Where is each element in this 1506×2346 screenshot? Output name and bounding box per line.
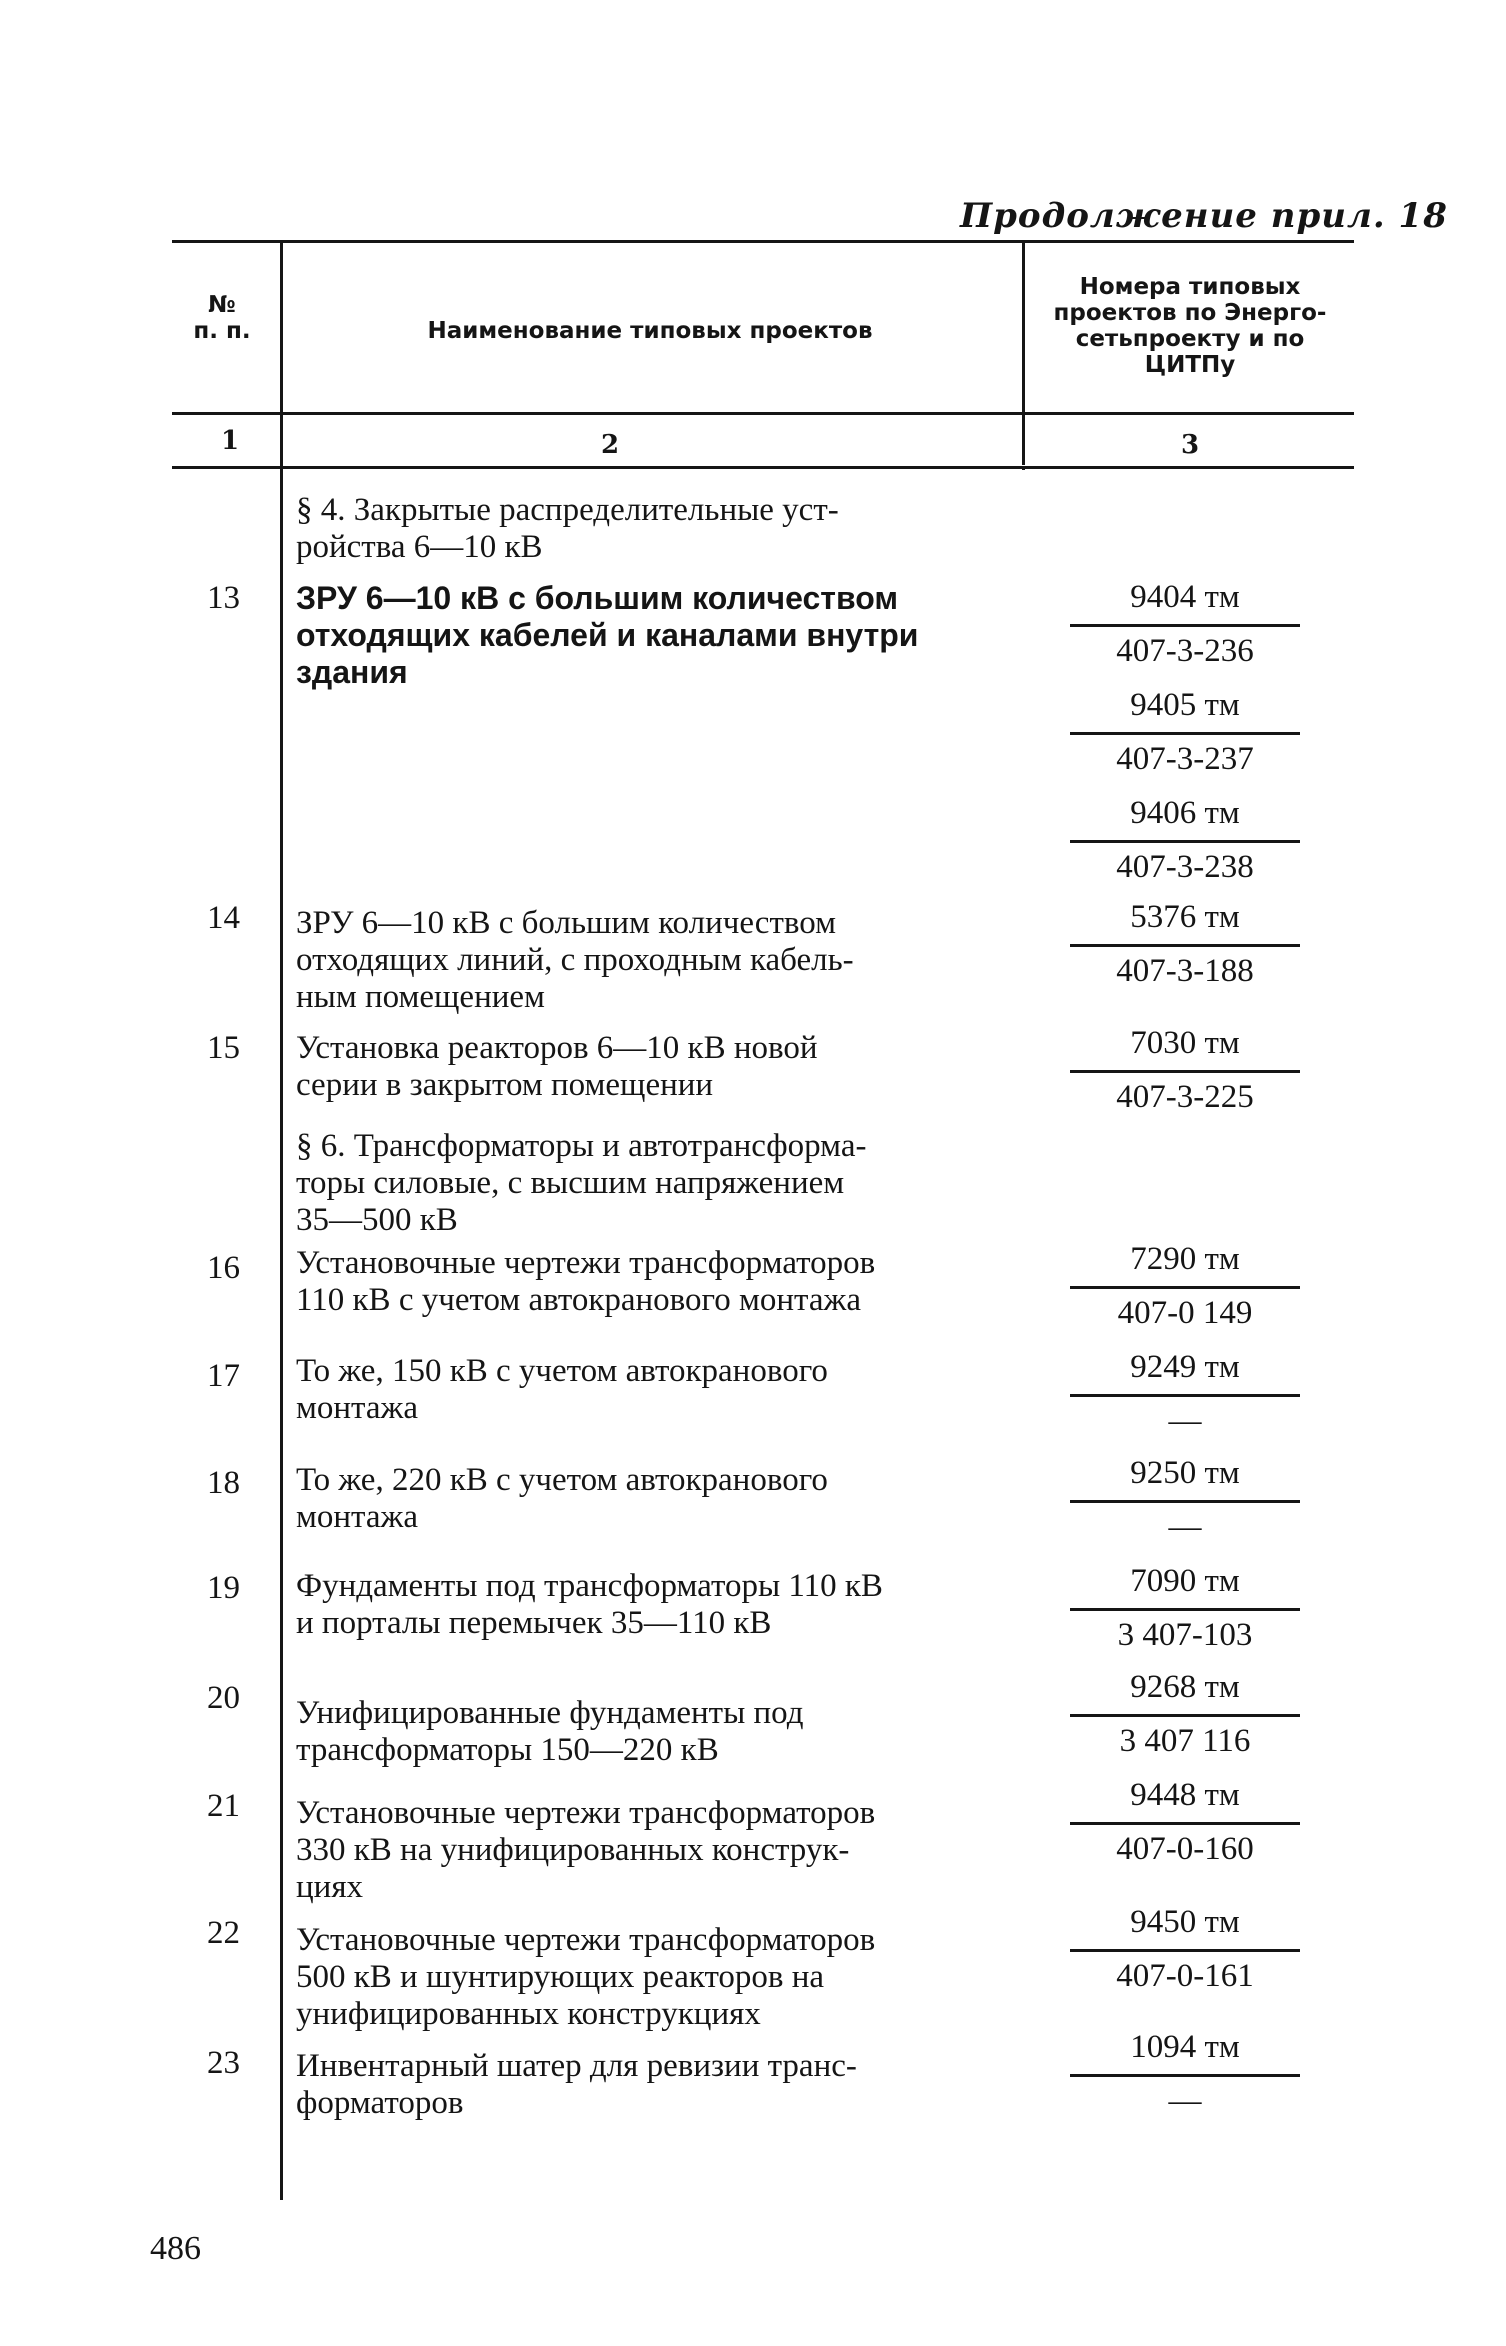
row-name-line: ным помещением [296,979,545,1015]
row-name [296,1795,996,1906]
column-divider-2 [1022,240,1025,465]
row-name-line: серии в закрытом помещении [296,1067,714,1103]
row-name [296,2048,996,2122]
row-name-line: здания [296,654,408,690]
column-divider-1 [280,240,283,2200]
header-col1-line: № [208,292,236,318]
colnum-2: 2 [600,430,620,460]
project-code-denominator: 407-3-188 [1116,953,1254,989]
header-col2: Наименование типовых проектов [427,318,873,344]
row-number: 15 [207,1030,240,1066]
header-col3-line: проектов по Энерго- [1053,300,1327,326]
row-number: 22 [207,1915,240,1951]
row-number: 18 [207,1465,240,1501]
header-col1-line: п. п. [193,318,251,344]
header-bottom-rule [172,412,1354,415]
row-number: 16 [207,1250,240,1286]
header-col3-line: ЦИТПу [1144,352,1236,378]
project-code-numerator: 9405 тм [1070,678,1300,735]
page-number: 486 [150,2230,201,2267]
row-name-line: трансформаторы 150—220 кВ [296,1732,719,1768]
row-name-line: Установка реакторов 6—10 кВ новой [296,1030,818,1066]
project-code-numerator: 1094 тм [1070,2020,1300,2077]
column-divider-2-lower [1022,466,1025,470]
header-col3-line: Номера типовых [1079,274,1301,300]
row-number: 17 [207,1358,240,1394]
row-number: 20 [207,1680,240,1716]
row-name-line: 500 кВ и шунтирующих реакторов на [296,1959,825,1995]
row-name-line: ЗРУ 6—10 кВ с большим количеством [296,905,836,941]
row-name-line: и порталы перемычек 35—110 кВ [296,1605,772,1641]
row-number: 14 [207,900,240,936]
row-name [296,1353,996,1427]
project-code-denominator: 407-0-161 [1116,1958,1254,1994]
project-code-denominator: 3 407 116 [1119,1723,1251,1759]
row-name-line: унифицированных конструкциях [296,1996,761,2032]
project-code-numerator: 9268 тм [1070,1660,1300,1717]
section-heading [296,492,1002,566]
project-code-denominator: 407-0 149 [1117,1295,1253,1331]
project-code-denominator: 407-3-225 [1116,1079,1254,1115]
row-name-line: ЗРУ 6—10 кВ с большим количеством [296,580,898,616]
row-name-line: Унифицированные фундаменты под [296,1695,804,1731]
row-name-line: монтажа [296,1390,418,1426]
project-code-denominator: — [1168,2083,1202,2119]
project-code-numerator: 5376 тм [1070,890,1300,947]
header-col1 [172,292,272,344]
row-name-line: То же, 150 кВ с учетом автокранового [296,1353,828,1389]
row-name-line: монтажа [296,1499,418,1535]
row-name [296,1030,996,1104]
project-code-numerator: 7030 тм [1070,1016,1300,1073]
row-name-line: отходящих линий, с проходным кабель- [296,942,854,978]
row-number: 13 [207,580,240,616]
colnum-bottom-rule [172,466,1354,469]
row-name [296,1695,996,1769]
project-code-numerator: 7090 тм [1070,1554,1300,1611]
row-name [296,1462,996,1536]
section-line: § 6. Трансформаторы и автотрансформа- [296,1128,867,1164]
table-top-rule [172,240,1354,243]
project-code-denominator: 407-3-238 [1116,849,1254,885]
project-code-numerator: 9404 тм [1070,570,1300,627]
colnum-1: 1 [220,426,240,456]
row-name [296,1245,996,1319]
header-col3 [1030,274,1350,378]
project-code-denominator: 3 407-103 [1117,1617,1253,1653]
section-line: 35—500 кВ [296,1202,458,1238]
row-name-line: форматоров [296,2085,464,2121]
row-name [296,1922,996,2033]
row-name-line: циях [296,1869,363,1905]
row-name-line: То же, 220 кВ с учетом автокранового [296,1462,828,1498]
row-number: 23 [207,2045,240,2081]
row-name [296,580,1002,691]
section-line: торы силовые, с высшим напряжением [296,1165,845,1201]
row-name [296,905,996,1016]
row-name-line: 330 кВ на унифицированных конструк- [296,1832,850,1868]
row-name [296,1568,996,1642]
project-code-numerator: 7290 тм [1070,1232,1300,1289]
row-name-line: Установочные чертежи трансформаторов [296,1922,876,1958]
row-name-line: Фундаменты под трансформаторы 110 кВ [296,1568,883,1604]
project-code-numerator: 9250 тм [1070,1446,1300,1503]
section-line: ройства 6—10 кВ [296,529,543,565]
project-code-denominator: 407-3-237 [1116,741,1254,777]
project-code-numerator: 9406 тм [1070,786,1300,843]
row-number: 19 [207,1570,240,1606]
section-heading [296,1128,996,1239]
colnum-3: 3 [1180,430,1200,460]
row-name-line: Установочные чертежи трансформаторов [296,1245,876,1281]
header-col3-line: сетьпроекту и по [1075,326,1305,352]
row-name-line: Установочные чертежи трансформаторов [296,1795,876,1831]
project-code-denominator: — [1168,1509,1202,1545]
project-code-denominator: 407-0-160 [1116,1831,1254,1867]
row-name-line: отходящих кабелей и каналами внутри [296,617,919,653]
row-number: 21 [207,1788,240,1824]
project-code-numerator: 9249 тм [1070,1340,1300,1397]
row-name-line: Инвентарный шатер для ревизии транс- [296,2048,857,2084]
section-line: § 4. Закрытые распределительные уст- [296,492,839,528]
project-code-numerator: 9450 тм [1070,1895,1300,1952]
row-name-line: 110 кВ с учетом автокранового монтажа [296,1282,861,1318]
project-code-numerator: 9448 тм [1070,1768,1300,1825]
project-code-denominator: 407-3-236 [1116,633,1254,669]
table-caption: Продолжение прил. 18 [960,196,1448,236]
project-code-denominator: — [1168,1403,1202,1439]
